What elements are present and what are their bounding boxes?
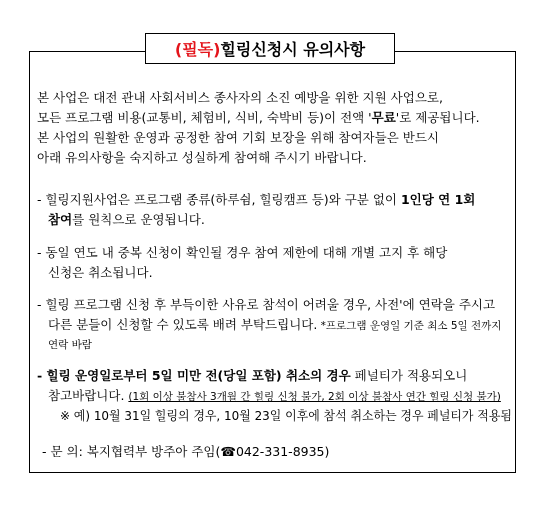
title-tag: (필독): [174, 40, 221, 59]
contact-phone: 042-331-8935): [235, 444, 330, 459]
item-2-line-1: - 동일 연도 내 중복 신청이 확인될 경우 참여 제한에 대해 개별 고지 후 해당: [37, 245, 448, 260]
intro-line-1: 본 사업은 대전 관내 사회서비스 종사자의 소진 예방을 위한 지원 사업으로,: [37, 90, 443, 105]
phone-icon: ☎: [220, 444, 236, 459]
intro-line-2-after: '로 제공됩니다.: [395, 110, 480, 125]
title-text: 힐링신청시 유의사항: [220, 40, 366, 59]
item-3-footnote: *프로그램 운영일 기준 최소 5일 전까지: [317, 320, 502, 332]
item-3-text-2: 다른 분들이 신청할 수 있도록 배려 부탁드립니다.: [48, 317, 318, 332]
item-4-emphasis: - 힐링 운영일로부터 5일 미만 전(당일 포함) 취소의 경우: [37, 368, 351, 383]
contact-label: - 문 의: 복지협력부 방주아 주임(: [42, 444, 221, 459]
item-4-line-1: [37, 366, 467, 386]
contact-line: [42, 442, 329, 462]
item-1-emphasis: 1인당 연 1회: [400, 192, 476, 207]
item-4-penalty-note: (1회 이상 불참사 3개월 간 힐링 신청 불가, 2회 이상 불참사 연간 힐링 신청 불가): [128, 391, 501, 403]
item-4-line-3: ※ 예) 10월 31일 힐링의 경우, 10월 23일 이후에 참석 취소하는 경우 페널티가 적용됨: [60, 408, 512, 423]
intro-line-2-before: 모든 프로그램 비용(교통비, 체험비, 식비, 숙박비 등)이 전액 ': [37, 110, 372, 125]
intro-line-3: 본 사업의 원활한 운영과 공정한 참여 기회 보장을 위해 참여자들은 반드시: [37, 130, 439, 145]
item-4-text-2: 참고바랍니다.: [48, 388, 129, 403]
intro-line-2: [37, 108, 480, 128]
item-1-emphasis-2: 참여: [48, 212, 73, 227]
item-1-line-2: [48, 210, 205, 230]
notice-title: [145, 33, 395, 64]
item-4-line-2: [48, 386, 501, 407]
item-1-line-1: [37, 190, 475, 210]
item-4-text: 페널티가 적용되오니: [350, 368, 468, 383]
intro-free-emphasis: 무료: [371, 110, 396, 125]
item-3-line-3: 연락 바람: [48, 339, 92, 351]
item-1-text: - 힐링지원사업은 프로그램 종류(하루쉼, 힐링캠프 등)와 구분 없이: [37, 192, 401, 207]
intro-line-4: 아래 유의사항을 숙지하고 성실하게 참여해 주시기 바랍니다.: [37, 150, 367, 165]
item-1-text-2: 를 원칙으로 운영됩니다.: [72, 212, 205, 227]
item-2-line-2: 신청은 취소됩니다.: [48, 265, 153, 280]
item-3-line-1: - 힐링 프로그램 신청 후 부득이한 사유로 참석이 어려울 경우, 사전'에 연락을 주시고: [37, 297, 496, 312]
item-3-line-2: [48, 315, 501, 336]
